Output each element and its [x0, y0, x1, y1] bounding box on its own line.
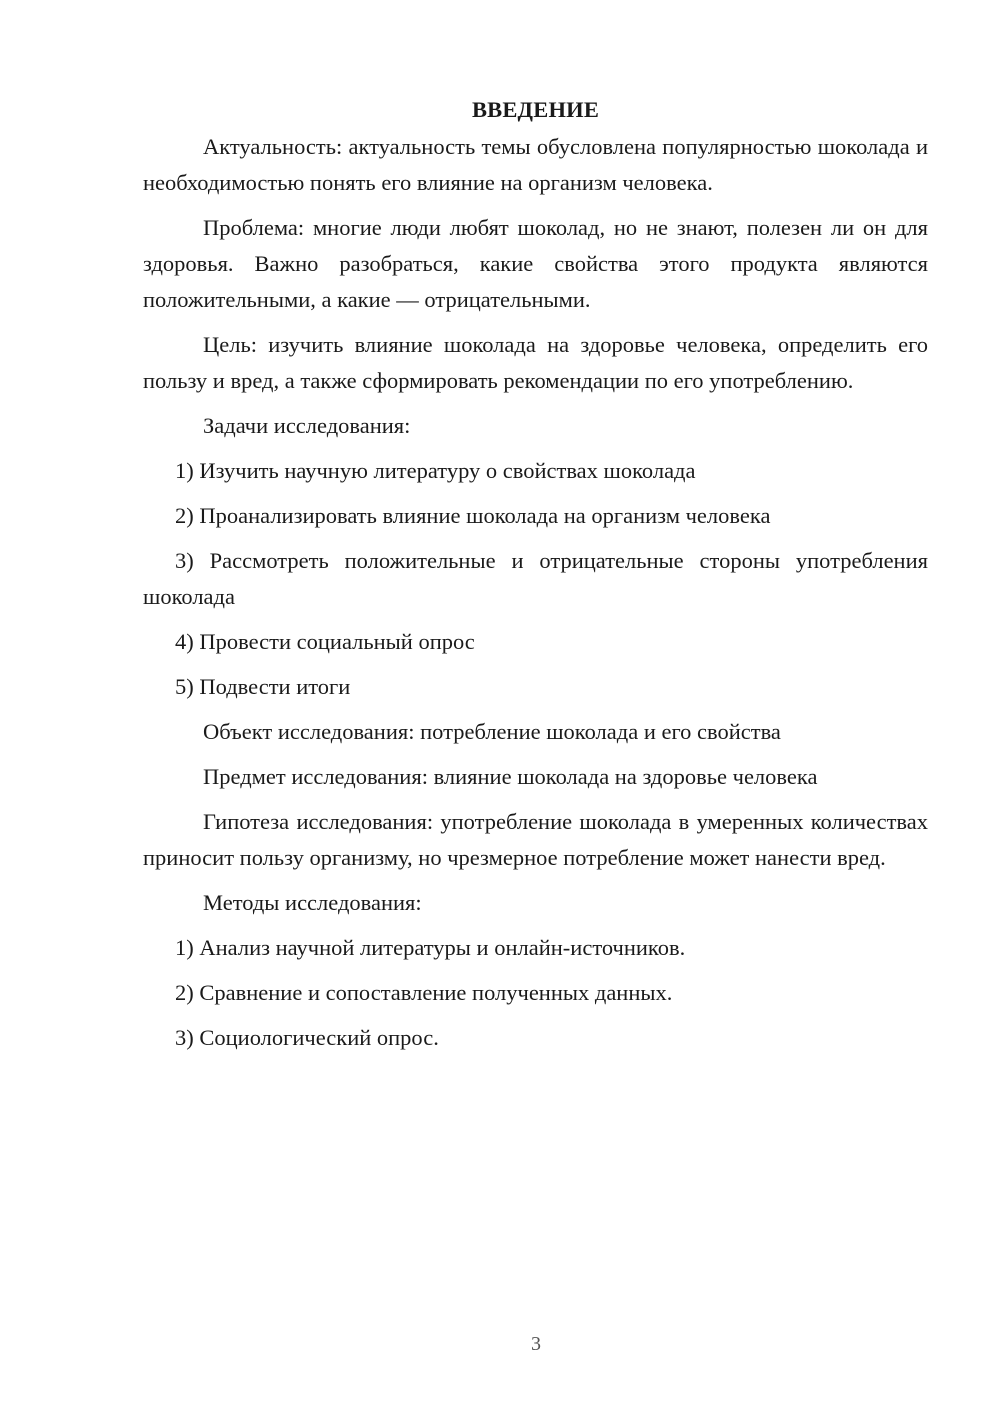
task-item-4: 4) Провести социальный опрос [175, 629, 475, 654]
section-title: ВВЕДЕНИЕ [471, 97, 600, 122]
page-number: 3 [531, 1333, 541, 1355]
page-content [143, 92, 928, 1065]
method-item-3: 3) Социологический опрос. [175, 1025, 439, 1050]
problem-paragraph: Проблема: многие люди любят шоколад, но не знают, полезен ли он для здоровья. Важно разобраться, какие свойства этого продукта являются положительными, а какие — отрицательными. [143, 215, 928, 312]
goal-paragraph: Цель: изучить влияние шоколада на здоровье человека, определить его пользу и вред, а также сформировать рекомендации по его употреблению. [143, 332, 928, 393]
task-item-3: 3) Рассмотреть положительные и отрицательные стороны употребления шоколада [143, 548, 928, 609]
object-paragraph: Объект исследования: потребление шоколада и его свойства [203, 719, 781, 744]
relevance-paragraph: Актуальность: актуальность темы обусловлена популярностью шоколада и необходимостью понять его влияние на организм человека. [143, 134, 928, 195]
tasks-heading: Задачи исследования: [203, 413, 411, 438]
method-item-2: 2) Сравнение и сопоставление полученных данных. [175, 980, 673, 1005]
hypothesis-paragraph: Гипотеза исследования: употребление шоколада в умеренных количествах приносит пользу организму, но чрезмерное потребление может нанести вред. [143, 809, 928, 870]
task-item-1: 1) Изучить научную литературу о свойствах шоколада [175, 458, 696, 483]
method-item-1: 1) Анализ научной литературы и онлайн-источников. [175, 935, 686, 960]
subject-paragraph: Предмет исследования: влияние шоколада на здоровье человека [203, 764, 818, 789]
task-item-5: 5) Подвести итоги [175, 674, 351, 699]
methods-heading: Методы исследования: [203, 890, 422, 915]
task-item-2: 2) Проанализировать влияние шоколада на организм человека [175, 503, 771, 528]
